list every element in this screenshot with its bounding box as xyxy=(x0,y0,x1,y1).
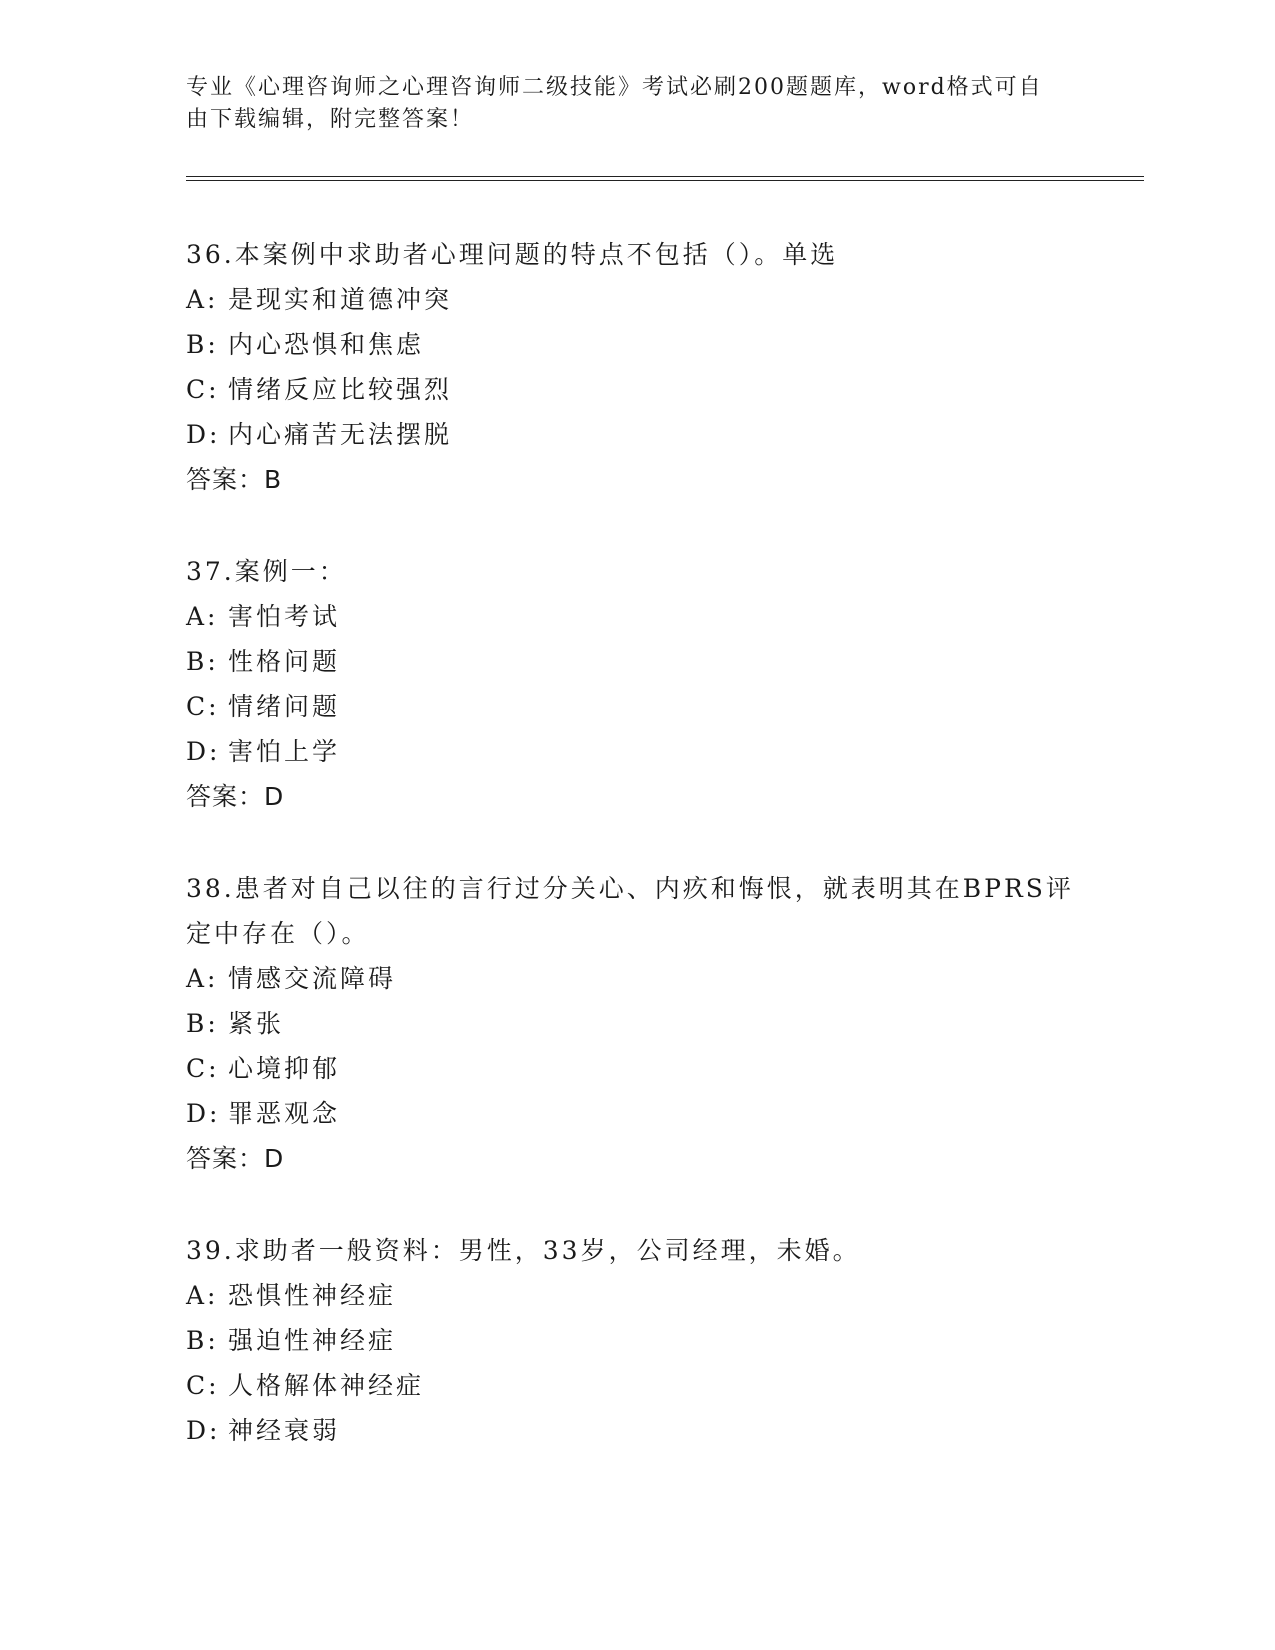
option-text: 恐惧性神经症 xyxy=(228,1281,397,1310)
option-c xyxy=(186,1363,1086,1408)
question-stem: 37.案例一： xyxy=(186,557,347,586)
option-letter: C: xyxy=(186,1371,220,1400)
question-stem: 36.本案例中求助者心理问题的特点不包括（）。单选 xyxy=(186,240,839,269)
option-letter: B: xyxy=(186,647,219,676)
option-letter: B: xyxy=(186,330,219,359)
option-letter: C: xyxy=(186,375,220,404)
answer-line: 答案：D xyxy=(186,1144,285,1173)
header-divider-bottom xyxy=(186,180,1144,181)
option-text: 强迫性神经症 xyxy=(228,1326,397,1355)
option-text: 内心痛苦无法摆脱 xyxy=(228,420,453,449)
option-text: 内心恐惧和焦虑 xyxy=(228,330,425,359)
answer-line: 答案：B xyxy=(186,465,283,494)
question-36 xyxy=(186,232,1086,503)
option-text: 情绪问题 xyxy=(228,692,341,721)
option-letter: D: xyxy=(186,420,221,449)
option-d xyxy=(186,1408,1086,1453)
option-a xyxy=(186,277,1086,322)
option-d xyxy=(186,1091,1086,1136)
option-d xyxy=(186,412,1086,457)
option-b xyxy=(186,1318,1086,1363)
option-c xyxy=(186,684,1086,729)
option-text: 罪恶观念 xyxy=(228,1099,341,1128)
option-d xyxy=(186,729,1086,774)
document-header: 专业《心理咨询师之心理咨询师二级技能》考试必刷200题题库，word格式可自由下载编辑，附完整答案！ xyxy=(186,75,1043,132)
option-letter: B: xyxy=(186,1326,219,1355)
header-divider-top xyxy=(186,176,1144,177)
option-letter: A: xyxy=(186,285,219,314)
option-letter: D: xyxy=(186,1416,221,1445)
option-a xyxy=(186,594,1086,639)
option-letter: B: xyxy=(186,1009,219,1038)
question-39 xyxy=(186,1228,1086,1453)
option-text: 情绪反应比较强烈 xyxy=(228,375,453,404)
option-letter: D: xyxy=(186,1099,221,1128)
option-a xyxy=(186,1273,1086,1318)
option-letter: A: xyxy=(186,1281,219,1310)
option-text: 害怕上学 xyxy=(228,737,341,766)
option-text: 情感交流障碍 xyxy=(228,964,397,993)
option-letter: C: xyxy=(186,1054,220,1083)
question-stem: 39.求助者一般资料：男性，33岁，公司经理，未婚。 xyxy=(186,1236,861,1265)
question-stem: 38.患者对自己以往的言行过分关心、内疚和悔恨，就表明其在BPRS评定中存在（）。 xyxy=(186,874,1074,948)
option-text: 是现实和道德冲突 xyxy=(228,285,453,314)
option-letter: A: xyxy=(186,964,219,993)
option-a xyxy=(186,956,1086,1001)
option-text: 害怕考试 xyxy=(228,602,341,631)
option-text: 紧张 xyxy=(228,1009,285,1038)
option-c xyxy=(186,1046,1086,1091)
question-list xyxy=(186,232,1086,1499)
question-37 xyxy=(186,549,1086,820)
option-text: 性格问题 xyxy=(228,647,341,676)
option-b xyxy=(186,322,1086,367)
option-b xyxy=(186,639,1086,684)
option-c xyxy=(186,367,1086,412)
option-letter: D: xyxy=(186,737,221,766)
option-text: 心境抑郁 xyxy=(228,1054,341,1083)
question-38 xyxy=(186,866,1086,1182)
option-letter: C: xyxy=(186,692,220,721)
option-text: 人格解体神经症 xyxy=(228,1371,425,1400)
option-b xyxy=(186,1001,1086,1046)
option-text: 神经衰弱 xyxy=(228,1416,341,1445)
option-letter: A: xyxy=(186,602,219,631)
answer-line: 答案：D xyxy=(186,782,285,811)
